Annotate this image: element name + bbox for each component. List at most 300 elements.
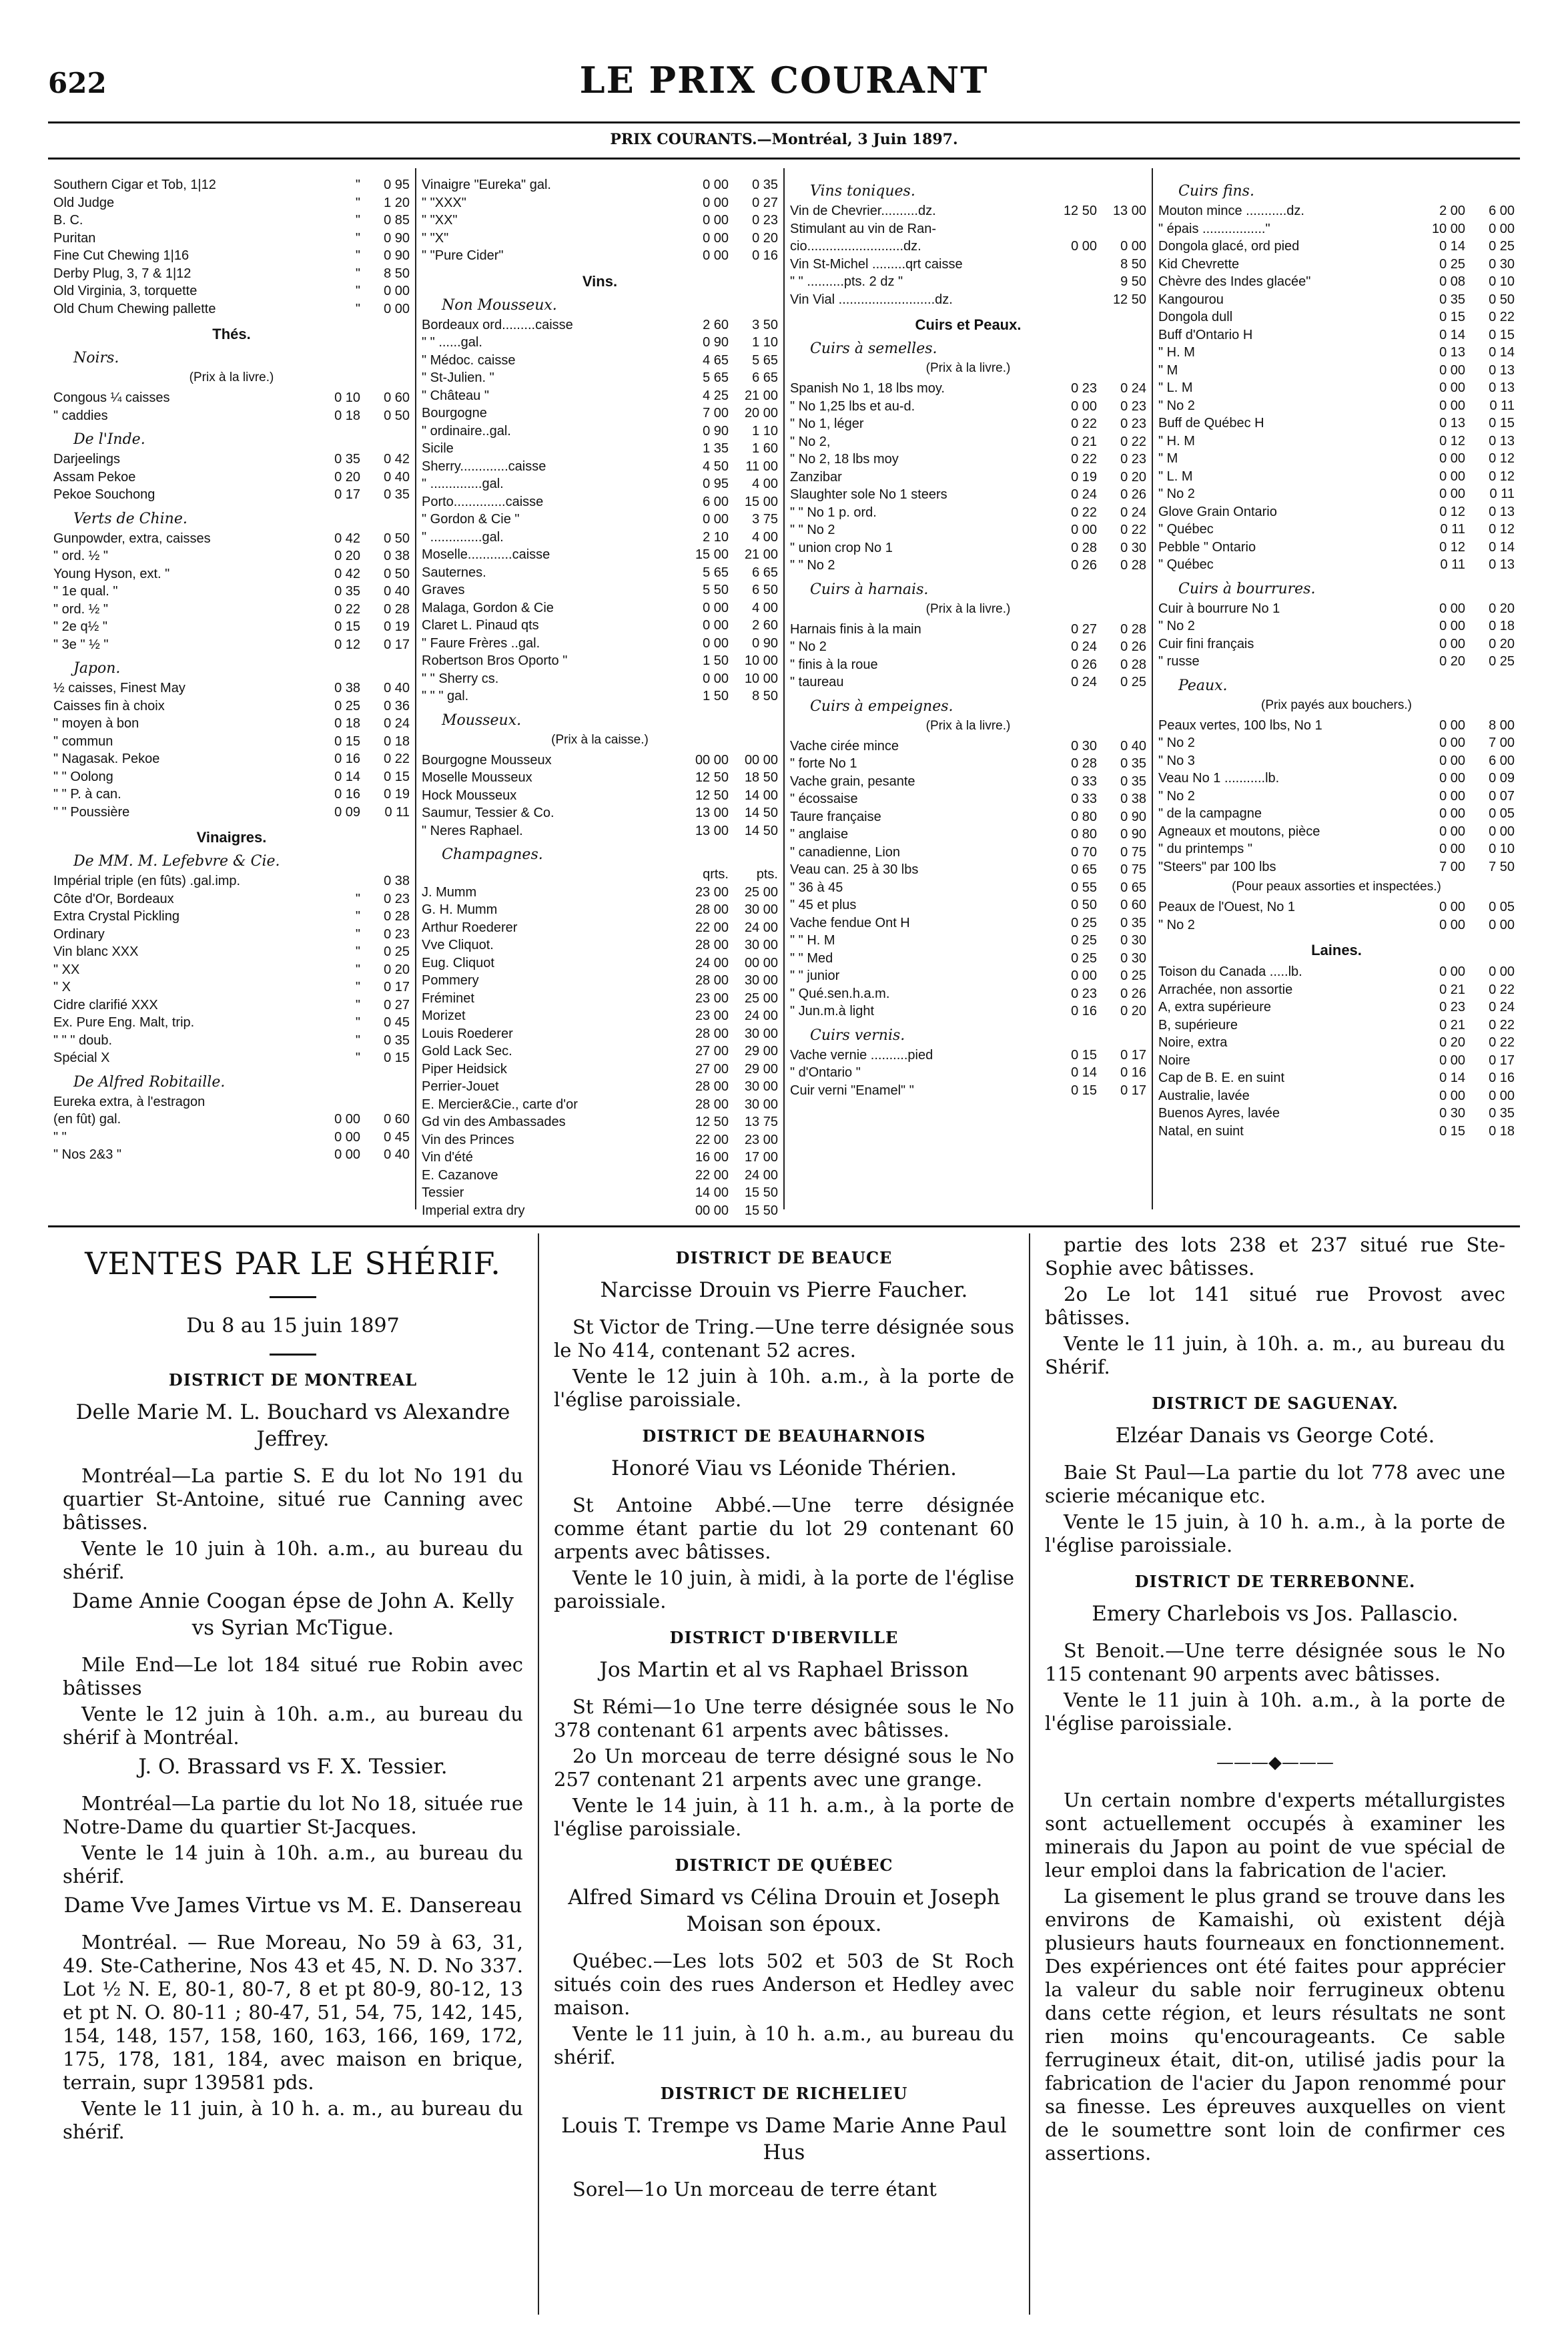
price-high: 0 16 bbox=[1120, 1065, 1146, 1080]
item-name: (en fût) gal. bbox=[53, 1112, 121, 1127]
item-name: " 3e " ½ " bbox=[53, 637, 109, 652]
price-low: 0 35 bbox=[334, 452, 360, 467]
price-low: 0 00 bbox=[1439, 900, 1465, 914]
sale-paragraph: Vente le 11 juin, à 10 h. a. m., au bureau du shérif. bbox=[63, 2097, 523, 2143]
price-low: 0 00 bbox=[1439, 380, 1465, 395]
item-name: Congous ¼ caisses bbox=[53, 390, 170, 405]
price-row bbox=[422, 404, 778, 422]
price-row bbox=[422, 599, 778, 617]
item-name: Old Judge bbox=[53, 195, 115, 210]
item-name: Spanish No 1, 18 lbs moy. bbox=[790, 381, 945, 396]
item-name: " Faure Frères ..gal. bbox=[422, 635, 540, 651]
price-high: 0 50 bbox=[384, 531, 410, 546]
price-low: 0 25 bbox=[334, 698, 360, 713]
price-high: 21 00 bbox=[744, 547, 778, 562]
price-low: 0 28 bbox=[1071, 540, 1097, 555]
subcategory-heading: Japon. bbox=[73, 660, 121, 677]
price-high: 0 18 bbox=[1489, 619, 1515, 633]
price-row bbox=[422, 769, 778, 787]
price-high: 0 22 bbox=[1489, 1035, 1515, 1050]
item-name: Eug. Cliquot bbox=[422, 955, 494, 970]
price-high: 0 20 bbox=[1120, 469, 1146, 485]
price-row bbox=[1158, 273, 1515, 291]
price-row bbox=[790, 896, 1146, 914]
price-row bbox=[790, 504, 1146, 522]
price-high: 6 65 bbox=[752, 370, 778, 385]
sale-paragraph: Vente le 10 juin à 10h. a.m., au bureau du shérif. bbox=[63, 1537, 523, 1583]
price-high: 0 05 bbox=[1489, 900, 1515, 914]
price-low: 0 24 bbox=[1071, 675, 1097, 689]
price-high: 0 40 bbox=[384, 681, 410, 695]
price-high: 0 22 bbox=[1489, 1017, 1515, 1033]
price-row bbox=[790, 469, 1146, 487]
item-name: Zanzibar bbox=[790, 469, 842, 485]
item-name: " " No 2 bbox=[790, 523, 835, 537]
price-row bbox=[1158, 344, 1515, 362]
price-low: 0 23 bbox=[1071, 381, 1097, 396]
item-name: Hock Mousseux bbox=[422, 788, 517, 803]
price-low: 0 55 bbox=[1071, 880, 1097, 895]
item-name: Fréminet bbox=[422, 990, 474, 1006]
price-high: 0 60 bbox=[384, 390, 410, 405]
price-low: " bbox=[355, 1033, 360, 1048]
price-row bbox=[790, 539, 1146, 557]
category-heading: Vinaigres. bbox=[196, 829, 267, 846]
price-low: 0 26 bbox=[1071, 657, 1097, 672]
item-name: " "XXX" bbox=[422, 195, 466, 210]
price-row bbox=[1158, 1034, 1515, 1052]
price-row bbox=[1158, 326, 1515, 344]
price-high: 0 90 bbox=[1120, 809, 1146, 824]
item-name: " No 2, bbox=[790, 434, 831, 449]
subcategory-heading: Vins toniques. bbox=[810, 183, 915, 200]
item-name: " " " gal. bbox=[422, 689, 469, 703]
price-high: 0 22 bbox=[1120, 523, 1146, 537]
price-high: 20 00 bbox=[744, 406, 778, 420]
price-low: 28 00 bbox=[695, 902, 729, 917]
item-name: " " No 1 p. ord. bbox=[790, 505, 877, 520]
price-low: 0 15 bbox=[1439, 1123, 1465, 1139]
price-row bbox=[1158, 238, 1515, 256]
price-low: 7 00 bbox=[1439, 859, 1465, 874]
price-low: 0 00 bbox=[1439, 601, 1465, 616]
item-name: " 45 et plus bbox=[790, 898, 857, 912]
price-high: 30 00 bbox=[744, 973, 778, 988]
item-name: Vinaigre "Eureka" gal. bbox=[422, 178, 551, 192]
item-name: J. Mumm bbox=[422, 884, 477, 900]
item-name: " Médoc. caisse bbox=[422, 352, 516, 368]
price-low: 0 16 bbox=[334, 787, 360, 802]
item-name: Perrier-Jouet bbox=[422, 1079, 499, 1094]
price-high: 0 35 bbox=[1120, 756, 1146, 771]
price-row bbox=[422, 1184, 778, 1202]
price-row bbox=[53, 547, 410, 565]
price-low bbox=[1050, 256, 1100, 274]
price-row bbox=[1158, 858, 1515, 876]
item-name bbox=[422, 866, 682, 884]
price-low: 0 00 bbox=[1439, 788, 1465, 804]
price-low: " bbox=[355, 891, 360, 906]
price-low: 0 00 bbox=[703, 195, 729, 210]
price-low bbox=[314, 1093, 363, 1111]
price-high: 0 24 bbox=[1120, 381, 1146, 396]
item-name: " Qué.sen.h.a.m. bbox=[790, 986, 890, 1001]
price-low: 0 00 bbox=[1439, 362, 1465, 378]
price-high: 0 16 bbox=[752, 248, 778, 263]
sale-paragraph: Montréal. — Rue Moreau, No 59 à 63, 31, 49. Ste-Catherine, Nos 43 et 45, N. D. No 337. Lot ½ N. E, 80-1, 80-7, 8 et pt 80-9, 80-12, 13 et pt N. O. 80-11 ; 80-47, 51, 54, 75, 142, 145, 154, 148, 157, 158, 160, 163, 166, 169, 172, 175, 178, 181, 184, avec maison en brique, terrain, supr 139581 pds. bbox=[63, 1931, 523, 2094]
price-low: " bbox=[355, 926, 360, 942]
item-name: Arrachée, non assortie bbox=[1158, 982, 1293, 997]
price-row bbox=[53, 996, 410, 1014]
price-row bbox=[1158, 1069, 1515, 1087]
item-name: Caisses fin à choix bbox=[53, 698, 165, 713]
price-low: 0 14 bbox=[1439, 327, 1465, 342]
item-name: Piper Heidsick bbox=[422, 1061, 507, 1077]
item-name: " caddies bbox=[53, 408, 108, 423]
sale-paragraph: Montréal—La partie S. E du lot No 191 du quartier St-Antoine, situé rue Canning avec bâtisses. bbox=[63, 1464, 523, 1534]
item-name: Tessier bbox=[422, 1185, 464, 1200]
price-low: 0 42 bbox=[334, 531, 360, 546]
price-high: 0 27 bbox=[384, 997, 410, 1012]
price-row bbox=[790, 1047, 1146, 1065]
subcategory-heading: Peaux. bbox=[1178, 677, 1228, 694]
price-high: 0 50 bbox=[1489, 292, 1515, 307]
price-low: 28 00 bbox=[695, 938, 729, 952]
price-high: 0 40 bbox=[384, 584, 410, 599]
price-high: 0 13 bbox=[1489, 433, 1515, 449]
price-note: (Prix payés aux bouchers.) bbox=[1261, 697, 1412, 712]
price-row bbox=[53, 265, 410, 283]
price-high: 21 00 bbox=[744, 388, 778, 403]
price-low: 0 12 bbox=[1439, 504, 1465, 519]
price-high: 0 26 bbox=[1120, 639, 1146, 654]
price-high: 0 20 bbox=[752, 230, 778, 246]
price-row bbox=[1158, 503, 1515, 521]
item-name: " taureau bbox=[790, 675, 844, 689]
price-low: 0 00 bbox=[1439, 451, 1465, 466]
item-name: " No 2 bbox=[1158, 917, 1195, 932]
price-row bbox=[1158, 362, 1515, 380]
item-name: Vin de Chevrier..........dz. bbox=[790, 204, 936, 218]
case-title: Elzéar Danais vs George Coté. bbox=[1115, 1424, 1435, 1448]
price-low: 0 14 bbox=[334, 769, 360, 784]
price-row bbox=[422, 546, 778, 564]
price-row bbox=[53, 469, 410, 487]
item-name: Gunpowder, extra, caisses bbox=[53, 531, 211, 546]
item-name: G. H. Mumm bbox=[422, 902, 498, 917]
price-low: 0 22 bbox=[1071, 452, 1097, 467]
sale-paragraph: Vente le 14 juin, à 11 h. a.m., à la porte de l'église paroissiale. bbox=[554, 1794, 1014, 1840]
sale-paragraph: Vente le 11 juin à 10h. a.m., à la porte de l'église paroissiale. bbox=[1045, 1689, 1505, 1735]
price-row bbox=[422, 493, 778, 511]
item-name: Eureka extra, à l'estragon bbox=[53, 1094, 206, 1109]
price-row bbox=[422, 230, 778, 248]
item-name: " union crop No 1 bbox=[790, 540, 893, 555]
price-high: 0 23 bbox=[384, 891, 410, 906]
price-row bbox=[1158, 256, 1515, 274]
item-name: Australie, lavée bbox=[1158, 1088, 1250, 1103]
price-row bbox=[790, 879, 1146, 897]
price-low: 0 15 bbox=[1439, 310, 1465, 324]
price-high: 1 60 bbox=[752, 441, 778, 456]
price-row bbox=[422, 901, 778, 919]
price-low: 0 09 bbox=[334, 804, 360, 820]
item-name: Veau No 1 ...........lb. bbox=[1158, 771, 1280, 786]
price-high: 0 85 bbox=[384, 213, 410, 228]
price-row bbox=[1158, 916, 1515, 934]
price-high: 0 00 bbox=[1489, 824, 1515, 839]
item-name: Taure française bbox=[790, 809, 881, 824]
district-heading: DISTRICT DE MONTREAL bbox=[168, 1370, 418, 1390]
price-low: 00 00 bbox=[695, 1203, 729, 1218]
price-high: 0 13 bbox=[1489, 557, 1515, 572]
price-row bbox=[422, 670, 778, 688]
price-low: 0 80 bbox=[1071, 809, 1097, 824]
price-low: 0 00 bbox=[703, 248, 729, 263]
item-name: Toison du Canada .....lb. bbox=[1158, 964, 1302, 979]
price-low: 0 00 bbox=[1439, 736, 1465, 750]
price-high: 15 50 bbox=[744, 1185, 778, 1200]
sale-paragraph: Québec.—Les lots 502 et 503 de St Roch situés coin des rues Anderson et Hedley avec maison. bbox=[554, 1950, 1014, 2019]
price-low: 0 21 bbox=[1439, 1017, 1465, 1033]
price-row bbox=[790, 433, 1146, 451]
item-name: " " ..........pts. 2 dz " bbox=[790, 274, 903, 289]
price-high: 0 13 bbox=[1489, 504, 1515, 519]
price-low: 2 00 bbox=[1439, 204, 1465, 218]
price-low: 1 50 bbox=[703, 689, 729, 703]
price-row bbox=[790, 1064, 1146, 1082]
price-row bbox=[1158, 468, 1515, 486]
price-high: 0 13 bbox=[1489, 380, 1515, 395]
item-name: cio..........................dz. bbox=[790, 239, 921, 254]
price-high: 0 10 bbox=[1489, 842, 1515, 856]
price-row bbox=[1158, 788, 1515, 806]
price-low: 22 00 bbox=[695, 920, 729, 935]
item-name: " commun bbox=[53, 734, 113, 749]
price-row bbox=[422, 652, 778, 670]
sale-paragraph: St Antoine Abbé.—Une terre désignée comme étant partie du lot 29 contenant 60 arpents avec bâtisses. bbox=[554, 1494, 1014, 1563]
price-low: 5 50 bbox=[703, 583, 729, 597]
price-row bbox=[790, 638, 1146, 656]
price-high: 0 11 bbox=[1489, 487, 1515, 501]
price-high: 0 25 bbox=[384, 944, 410, 959]
price-low: 0 33 bbox=[1071, 792, 1097, 806]
item-name: Vin Vial ..........................dz. bbox=[790, 292, 953, 307]
price-row bbox=[1158, 432, 1515, 451]
price-row bbox=[53, 230, 410, 248]
price-high: 0 40 bbox=[1120, 738, 1146, 754]
item-name: Dongola dull bbox=[1158, 310, 1233, 324]
price-note: (Prix à la livre.) bbox=[925, 601, 1011, 616]
price-note: (Prix à la livre.) bbox=[925, 361, 1011, 375]
price-row bbox=[1158, 1016, 1515, 1035]
case-title: Alfred Simard vs Célina Drouin et Joseph Moisan son époux. bbox=[568, 1885, 1000, 1936]
item-name: Ex. Pure Eng. Malt, trip. bbox=[53, 1015, 195, 1030]
price-row bbox=[422, 1078, 778, 1096]
price-low: 0 90 bbox=[703, 423, 729, 438]
price-low: 0 24 bbox=[1071, 487, 1097, 502]
price-row bbox=[53, 890, 410, 908]
item-name: B, supérieure bbox=[1158, 1017, 1238, 1033]
price-row bbox=[422, 247, 778, 265]
price-row bbox=[1158, 717, 1515, 735]
price-low: 7 00 bbox=[703, 406, 729, 420]
price-high: 6 65 bbox=[752, 565, 778, 580]
price-row bbox=[790, 755, 1146, 773]
item-name: " "Pure Cider" bbox=[422, 248, 504, 263]
item-name: Young Hyson, ext. " bbox=[53, 566, 170, 581]
price-row bbox=[422, 752, 778, 770]
price-high: 29 00 bbox=[744, 1044, 778, 1059]
price-high: 0 12 bbox=[1489, 469, 1515, 484]
item-name: Vin des Princes bbox=[422, 1132, 514, 1147]
item-name: " H. M bbox=[1158, 345, 1195, 360]
price-row bbox=[422, 564, 778, 582]
price-high: 0 28 bbox=[1120, 621, 1146, 637]
case-title: Louis T. Trempe vs Dame Marie Anne Paul Hus bbox=[561, 2114, 1007, 2164]
district-heading: DISTRICT DE SAGUENAY. bbox=[1152, 1394, 1399, 1413]
price-note: (Pour peaux assorties et inspectées.) bbox=[1232, 880, 1441, 894]
price-high: 0 20 bbox=[1489, 601, 1515, 616]
price-row bbox=[790, 656, 1146, 674]
price-low: 28 00 bbox=[695, 1079, 729, 1094]
price-row bbox=[53, 300, 410, 318]
price-row bbox=[53, 583, 410, 601]
item-name: " finis à la roue bbox=[790, 657, 878, 672]
price-high: 0 90 bbox=[384, 230, 410, 246]
price-high: 0 22 bbox=[1120, 434, 1146, 449]
price-high: 0 11 bbox=[384, 804, 410, 820]
item-name: Buff de Québec H bbox=[1158, 416, 1264, 430]
item-name: Noire, extra bbox=[1158, 1035, 1228, 1050]
price-low: 0 65 bbox=[1071, 862, 1097, 877]
price-row bbox=[53, 908, 410, 926]
item-name: " " junior bbox=[790, 968, 840, 983]
price-low: 0 22 bbox=[1071, 505, 1097, 520]
price-low: 00 00 bbox=[695, 752, 729, 768]
price-row bbox=[422, 884, 778, 902]
item-name: Kangourou bbox=[1158, 292, 1224, 307]
price-low: 0 00 bbox=[1439, 619, 1465, 633]
price-high: 0 17 bbox=[384, 980, 410, 994]
item-name: " No 1,25 lbs et au-d. bbox=[790, 398, 915, 414]
price-low: 0 00 bbox=[703, 600, 729, 615]
item-name: " anglaise bbox=[790, 827, 849, 842]
price-high: 0 23 bbox=[752, 213, 778, 228]
item-name: " du printemps " bbox=[1158, 842, 1252, 856]
price-note: (Prix à la livre.) bbox=[189, 370, 274, 384]
price-high: 0 35 bbox=[752, 178, 778, 192]
price-row bbox=[790, 291, 1146, 309]
price-high: 1 10 bbox=[752, 423, 778, 438]
price-high: 0 00 bbox=[1120, 239, 1146, 254]
subcategory-heading: Champagnes. bbox=[442, 846, 543, 863]
price-row bbox=[422, 866, 778, 884]
price-high: 0 35 bbox=[384, 487, 410, 502]
price-low: 23 00 bbox=[695, 1008, 729, 1023]
price-low: 0 10 bbox=[334, 390, 360, 405]
price-high: 25 00 bbox=[744, 990, 778, 1006]
price-high: 0 15 bbox=[1489, 416, 1515, 430]
item-name: " L. M bbox=[1158, 380, 1193, 395]
price-row bbox=[53, 389, 410, 407]
price-low bbox=[1050, 273, 1100, 291]
price-high: 0 00 bbox=[1489, 917, 1515, 932]
price-row bbox=[790, 826, 1146, 844]
price-row bbox=[1158, 202, 1515, 220]
price-high: 0 00 bbox=[1489, 1088, 1515, 1103]
price-high: 0 20 bbox=[1489, 636, 1515, 651]
item-name: B. C. bbox=[53, 213, 83, 228]
item-name: "Steers" par 100 lbs bbox=[1158, 859, 1276, 874]
price-row bbox=[53, 1049, 410, 1067]
price-high: 0 15 bbox=[384, 1051, 410, 1065]
item-name: " " Oolong bbox=[53, 769, 113, 784]
price-row bbox=[790, 202, 1146, 220]
price-low: 0 28 bbox=[1071, 756, 1097, 771]
price-low: 0 42 bbox=[334, 566, 360, 581]
price-note: (Prix à la caisse.) bbox=[551, 732, 649, 747]
item-name: Ordinary bbox=[53, 926, 105, 942]
price-low: 0 00 bbox=[1439, 753, 1465, 768]
price-high: 6 00 bbox=[1489, 204, 1515, 218]
price-row bbox=[422, 194, 778, 212]
district-heading: DISTRICT DE QUÉBEC bbox=[675, 1855, 893, 1875]
item-name: Mouton mince ...........dz. bbox=[1158, 204, 1304, 218]
price-low: 13 00 bbox=[695, 823, 729, 838]
price-low: " bbox=[355, 284, 360, 298]
price-low: 0 14 bbox=[1439, 1071, 1465, 1085]
price-row bbox=[422, 1007, 778, 1025]
price-row bbox=[422, 581, 778, 599]
price-row bbox=[53, 786, 410, 804]
price-row bbox=[53, 768, 410, 786]
price-high: 30 00 bbox=[744, 1079, 778, 1094]
price-low: 0 00 bbox=[1439, 771, 1465, 786]
price-high: 24 00 bbox=[744, 1167, 778, 1183]
item-name: Bourgogne bbox=[422, 406, 487, 420]
price-row bbox=[53, 636, 410, 654]
price-high: 00 00 bbox=[744, 752, 778, 768]
sale-paragraph: Vente le 11 juin, à 10 h. a.m., au bureau du shérif. bbox=[554, 2022, 1014, 2068]
subheader-rule bbox=[48, 158, 1520, 160]
price-row bbox=[53, 715, 410, 733]
price-high: 0 27 bbox=[752, 195, 778, 210]
item-name: " canadienne, Lion bbox=[790, 844, 901, 860]
price-low: 0 25 bbox=[1071, 950, 1097, 966]
price-low: 0 00 bbox=[703, 230, 729, 246]
price-low: 12 50 bbox=[695, 770, 729, 785]
item-name: Robertson Bros Oporto " bbox=[422, 653, 568, 668]
page-number: 622 bbox=[48, 67, 107, 99]
price-high: 8 50 bbox=[752, 689, 778, 703]
price-high: 0 95 bbox=[384, 178, 410, 192]
price-row bbox=[790, 914, 1146, 932]
price-low: 0 00 bbox=[334, 1129, 360, 1145]
item-name: " ord. ½ " bbox=[53, 549, 109, 563]
price-low: 4 25 bbox=[703, 388, 729, 403]
item-name: " " P. à can. bbox=[53, 787, 121, 802]
sale-paragraph: Baie St Paul—La partie du lot 778 avec une scierie mécanique etc. bbox=[1045, 1461, 1505, 1507]
price-row bbox=[422, 804, 778, 822]
price-high: 8 50 bbox=[1120, 256, 1146, 272]
price-low: 22 00 bbox=[695, 1132, 729, 1147]
price-row bbox=[422, 1149, 778, 1167]
district-heading: DISTRICT D'IBERVILLE bbox=[669, 1628, 899, 1647]
item-name: " écossaise bbox=[790, 792, 858, 806]
item-name: " St-Julien. " bbox=[422, 370, 494, 385]
price-row bbox=[422, 440, 778, 458]
